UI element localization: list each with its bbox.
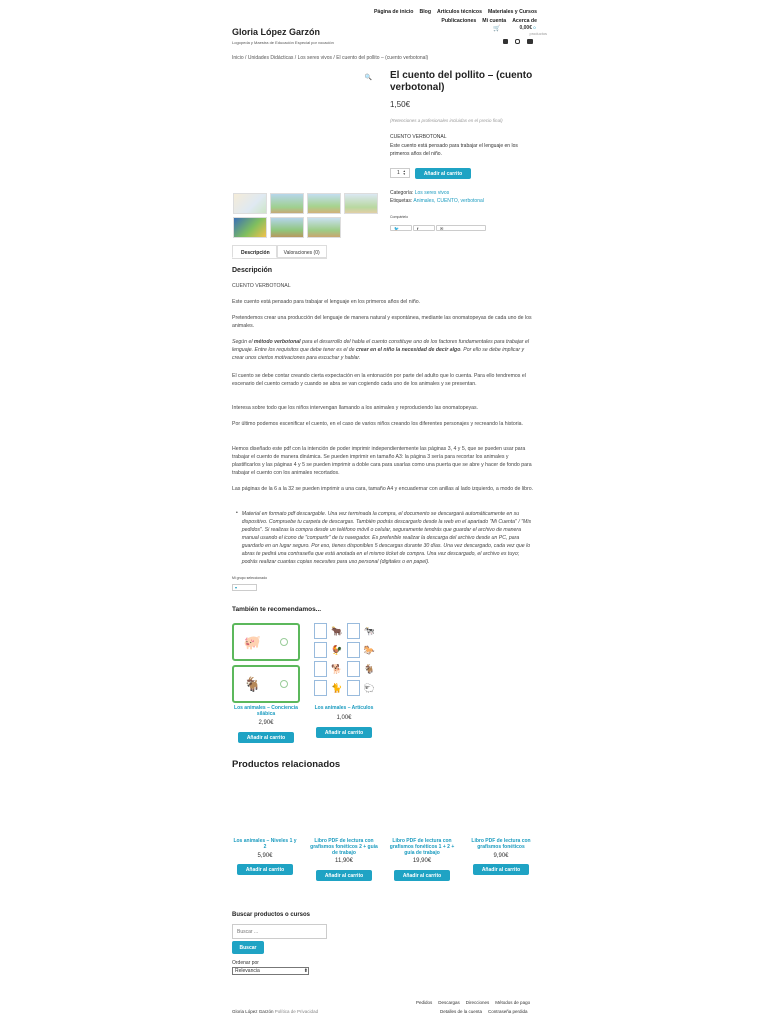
cart-label: productos [529, 31, 548, 36]
search-input[interactable] [232, 924, 327, 939]
footer-site-name[interactable]: Gloria López Garzón [232, 1009, 274, 1014]
description-p6: Interesa sobre todo que los niños intervengan llamando a los animales y reproduciendo las onomatopeyas. [232, 405, 478, 411]
footer-link-descargas[interactable]: Descargas [438, 1000, 460, 1005]
nav-item-inicio[interactable]: Página de inicio [373, 9, 414, 15]
related-add-button-4[interactable]: Añadir al carrito [473, 864, 529, 875]
tags-links[interactable]: Animales, CUENTO, verbotonal [413, 198, 484, 204]
nav-item-articulos[interactable]: Artículos técnicos [437, 9, 482, 15]
footer-links-row1 [416, 1000, 530, 1005]
animal-icon: 🐐 [363, 663, 375, 674]
animal-icon: 🐕 [331, 663, 343, 674]
description-p5: El cuento se debe contar creando cierta expectación en la entonación por parte del adulto que lo cuenta. Para ello tendremos el escenario del cuento cerrado y cuando se abra se van cogiendo cada uno de los animales y se presentan. [232, 373, 526, 387]
product-title: El cuento del pollito – (cuento verbotonal) [390, 70, 533, 93]
related-name-3[interactable]: Libro PDF de lectura con grafismos fonéticos 1 + 2 + guía de trabajo [389, 838, 455, 856]
twitter-icon: 🐦 [394, 225, 399, 231]
description-p2: Este cuento está pensado para trabajar el lenguaje en los primeros años del niño. [232, 299, 421, 305]
footer-link-detalles[interactable]: Detalles de la cuenta [440, 1009, 483, 1014]
tab-descripcion[interactable]: Descripción [232, 245, 277, 258]
category-link[interactable]: Los seres vivos [414, 190, 450, 196]
recommend-image-1[interactable] [232, 623, 300, 703]
gallery-thumb[interactable] [270, 217, 304, 238]
cart-icon[interactable]: 🛒 [493, 26, 501, 32]
p4-part-d: crear en el niño la necesidad de decir algo [356, 347, 461, 353]
related-name-2[interactable]: Libro PDF de lectura con grafismos fonéticos 2 + guía de trabajo [310, 838, 378, 856]
related-price-4: 9,90€ [493, 853, 509, 859]
download-info-item [236, 510, 536, 566]
footer-credits [232, 1009, 318, 1014]
answer-box [314, 680, 327, 696]
price-note: (Retenciones a profesionales incluidas en el precio final) [390, 118, 503, 123]
answer-box [347, 661, 360, 677]
search-button[interactable]: Buscar [232, 941, 264, 954]
related-add-button-3[interactable]: Añadir al carrito [394, 870, 450, 881]
recommend-heading: También te recomendamos... [232, 606, 322, 613]
nav-item-acerca[interactable]: Acerca de [512, 18, 537, 24]
gallery-thumb[interactable] [233, 193, 267, 214]
p4-part-a: Según el [232, 339, 254, 345]
related-name-1[interactable]: Los animales – Niveles 1 y 2 [233, 838, 297, 850]
related-price-2: 11,90€ [335, 858, 353, 864]
product-main-image[interactable] [232, 70, 378, 188]
nav-item-cuenta[interactable]: Mi cuenta [482, 18, 507, 24]
recommend-name-1[interactable]: Los animales – Conciencia silábica [234, 705, 298, 717]
description-p8: Hemos diseñado este pdf con la intención de poder imprimir independientemente las páginas 3, 4 y 5, que se pueden usar para trabajar el cuento de manera dinámica. Se pueden imprimir en tamaño A3: la página 3 sería para recortar los animales y plastificarlos y las páginas 4 y 5 se pueden imprimir a doble cara para usarlas como una puerta que se abre y hacer de fondo para trabajar el cuento con los animales recortados. [232, 446, 532, 476]
product-meta [390, 189, 484, 205]
zoom-icon[interactable]: 🔍 [364, 75, 372, 81]
small-select-label: Mi grupo seleccionado [232, 576, 268, 580]
related-add-button-1[interactable]: Añadir al carrito [237, 864, 293, 875]
cart-count: 0 [533, 25, 536, 30]
download-info-text: Material en formato pdf descargable. Una vez terminada la compra, el documento se descargará automáticamente en su dispositivo. Compruebe tu carpeta de descargas. También podrás descargarlo desde la web en el apartado "Mi Cuenta" / "Mis pedidos". Si realizas la compra desde un teléfono móvil o celular, seguramente tendrás que guardar el archivo de manera manual usando el icono de "compartir" de tu navegador. Es preferible realizar la descarga del archivo desde un PC, para guardarlo en un lugar seguro. Por eso, tienes disponibles 5 descargas durante 30 días. Una vez descargado, cada vez que lo abras te pedirá una contraseña que está anotada en el mismo ticket de compra. Una vez descargado, el archivo es tuyo; podrás realizar cuantas copias necesites para uso personal (digitales o en papel). [241, 511, 532, 565]
answer-box [314, 623, 327, 639]
breadcrumb[interactable]: Inicio / Unidades Didácticas / Los seres vivos / El cuento del pollito – (cuento verbotonal) [232, 55, 429, 61]
share-twitter-button[interactable] [390, 225, 412, 231]
share-email-button[interactable] [436, 225, 486, 231]
nav-item-blog[interactable]: Blog [419, 9, 431, 15]
product-price: 1,50€ [390, 100, 411, 109]
goat-icon: 🐐 [243, 675, 262, 692]
animal-icon: 🐈 [331, 682, 343, 693]
order-value: Relevancia [235, 968, 260, 974]
footer-link-direcciones[interactable]: Direcciones [465, 1000, 490, 1005]
circle-icon [280, 638, 288, 646]
category-label: Categoría: [390, 190, 414, 196]
gallery-thumb[interactable] [233, 217, 267, 238]
site-title[interactable]: Gloria López Garzón [232, 27, 321, 37]
tab-valoraciones[interactable]: Valoraciones (0) [277, 245, 327, 258]
facebook-icon[interactable] [503, 39, 508, 44]
cart-total: 0,00€ [519, 25, 532, 31]
quantity-stepper[interactable] [390, 168, 410, 178]
pig-icon: 🐖 [243, 633, 262, 650]
description-heading: Descripción [232, 267, 273, 274]
description-p7: Por último podemos escenificar el cuento, en el caso de varios niños creando los diferentes personajes y recreando la historia. [232, 421, 523, 427]
p4-part-b: método verbotonal [253, 339, 301, 345]
site-tagline: Logopeda y Maestra de Educación Especial por vocación [232, 40, 334, 45]
animal-icon: 🐓 [331, 644, 343, 655]
footer-link-metodos[interactable]: Métodos de pago [495, 1000, 531, 1005]
bullet-icon: • [236, 510, 238, 516]
circle-icon [280, 680, 288, 688]
facebook-icon: f [417, 225, 419, 231]
add-to-cart-button[interactable]: Añadir al carrito [415, 168, 471, 179]
recommend-price-1: 2,90€ [258, 720, 274, 726]
order-label: Ordenar por [232, 960, 259, 966]
description-p9: Las páginas de la 6 a la 32 se pueden imprimir a una cara, tamaño A4 y encuadernar con anillas al lado izquierdo, a modo de libro. [232, 486, 534, 492]
small-select[interactable] [232, 584, 257, 591]
p4-part-c: para el desarrollo del habla el cuento constituye uno de los factores fundamentales para trabajar el lenguaje. Entre los requisitos que debe tener es el de [232, 339, 530, 353]
answer-box [347, 623, 360, 639]
animal-icon: 🐄 [363, 625, 375, 636]
recommend-image-2[interactable] [314, 623, 376, 698]
share-buttons [390, 225, 486, 231]
cart-widget[interactable] [493, 25, 547, 37]
gallery-thumb[interactable] [344, 193, 378, 214]
small-select-arrow: ▾ [235, 585, 238, 590]
short-desc: Este cuento está pensado para trabajar el lenguaje en los primeros años del niño. [390, 143, 518, 157]
youtube-icon[interactable] [527, 39, 533, 44]
nav-item-publicaciones[interactable]: Publicaciones [441, 18, 477, 24]
description-p3: Pretendemos crear una producción del lenguaje de manera natural y espontánea, mediante las onomatopeyas de cada uno de los animales. [232, 315, 532, 329]
answer-box [314, 661, 327, 677]
recommend-add-button-1[interactable]: Añadir al carrito [238, 732, 294, 743]
main-nav [372, 9, 537, 24]
tags-label: Etiquetas: [390, 198, 413, 204]
chevron-down-icon: ⬍ [303, 968, 308, 974]
product-tabs [232, 245, 327, 259]
animal-icon: 🐂 [331, 625, 343, 636]
privacy-link[interactable]: Política de Privacidad [274, 1009, 319, 1014]
footer-links-row2 [440, 1009, 528, 1014]
search-heading: Buscar productos o cursos [232, 912, 311, 918]
related-price-3: 19,90€ [412, 858, 432, 864]
recommend-price-2: 1,00€ [336, 715, 352, 721]
order-select[interactable] [232, 967, 309, 975]
related-price-1: 5,90€ [257, 853, 273, 859]
description-p1: CUENTO VERBOTONAL [232, 283, 291, 289]
recommend-name-2[interactable]: Los animales – Artículos [314, 705, 374, 711]
animal-icon: 🐎 [363, 644, 375, 655]
gallery-thumbs [233, 193, 379, 238]
gallery-thumb[interactable] [307, 217, 341, 238]
stepper-arrows-icon[interactable]: ▲ ▼ [402, 169, 406, 176]
recommend-add-button-2[interactable]: Añadir al carrito [316, 727, 372, 738]
share-label: Compártelo [390, 215, 409, 219]
description-p4 [232, 338, 537, 362]
related-name-4[interactable]: Libro PDF de lectura con grafismos fonéticos [471, 838, 531, 850]
answer-box [314, 642, 327, 658]
short-desc-heading: CUENTO VERBOTONAL [390, 134, 447, 140]
gallery-thumb[interactable] [307, 193, 341, 214]
instagram-icon[interactable] [515, 39, 520, 44]
footer-link-pedidos[interactable]: Pedidos [416, 1000, 433, 1005]
gallery-thumb[interactable] [270, 193, 304, 214]
social-icons [503, 39, 533, 44]
answer-box [347, 642, 360, 658]
nav-item-materiales[interactable]: Materiales y Cursos [487, 9, 537, 15]
related-heading: Productos relacionados [232, 759, 341, 770]
animal-icon: 🐑 [363, 682, 375, 693]
answer-box [347, 680, 360, 696]
email-icon: ✉ [440, 225, 444, 231]
quantity-value: 1 [397, 170, 400, 176]
share-facebook-button[interactable] [413, 225, 435, 231]
related-add-button-2[interactable]: Añadir al carrito [316, 870, 372, 881]
footer-link-contrasena[interactable]: Contraseña perdida [488, 1009, 528, 1014]
p4-part-e: . Por ello se debe implicar y crear unos ciertos motivaciones para escuchar y hablar. [232, 347, 525, 361]
site-title-block [232, 27, 334, 45]
